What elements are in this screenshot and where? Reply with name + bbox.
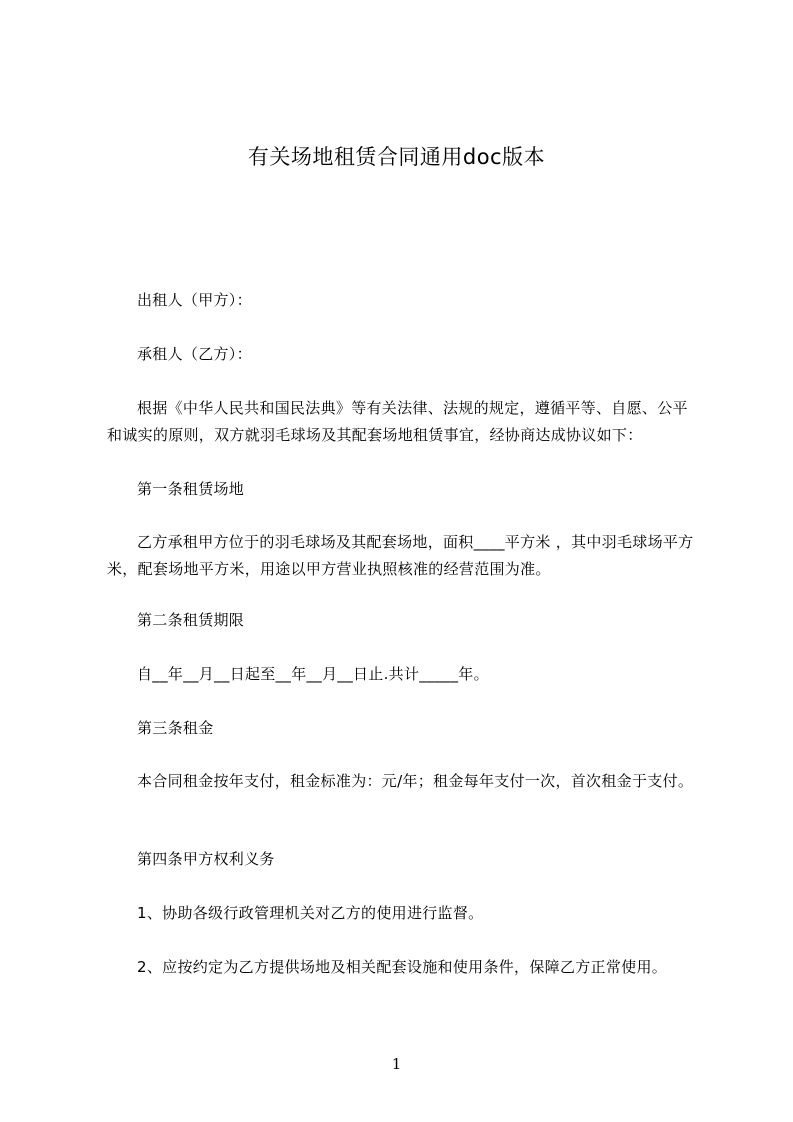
- article-2-body: 自__年__月__日起至__年__月__日止.共计_____年。: [137, 665, 489, 683]
- article-4-heading: 第四条甲方权利义务: [137, 850, 275, 868]
- article-1-heading: 第一条租赁场地: [137, 480, 245, 498]
- page-number: 1: [391, 1055, 402, 1073]
- lessee-line: 承租人（乙方）：: [137, 345, 252, 363]
- article-1-body: 乙方承租甲方位于的羽毛球场及其配套场地，面积____平方米 ，其中羽毛球场平方米，配套场地平方米，用途以甲方营业执照核准的经营范围为准。: [107, 533, 694, 578]
- article-4-item-1: 1、协助各级行政管理机关对乙方的使用进行监督。: [137, 904, 484, 922]
- article-4-item-2: 2、应按约定为乙方提供场地及相关配套设施和使用条件，保障乙方正常使用。: [137, 958, 668, 976]
- article-2-heading: 第二条租赁期限: [137, 611, 245, 629]
- article-3-body: 本合同租金按年支付，租金标准为：元/年；租金每年支付一次，首次租金于支付。: [137, 772, 694, 790]
- document-title: 有关场地租赁合同通用doc版本: [247, 145, 546, 169]
- preamble-paragraph: 根据《中华人民共和国民法典》等有关法律、法规的规定，遵循平等、自愿、公平和诚实的原则，双方就羽毛球场及其配套场地租赁事宜，经协商达成协议如下：: [107, 399, 688, 444]
- lessor-line: 出租人（甲方）：: [137, 291, 252, 309]
- article-3-heading: 第三条租金: [137, 719, 214, 737]
